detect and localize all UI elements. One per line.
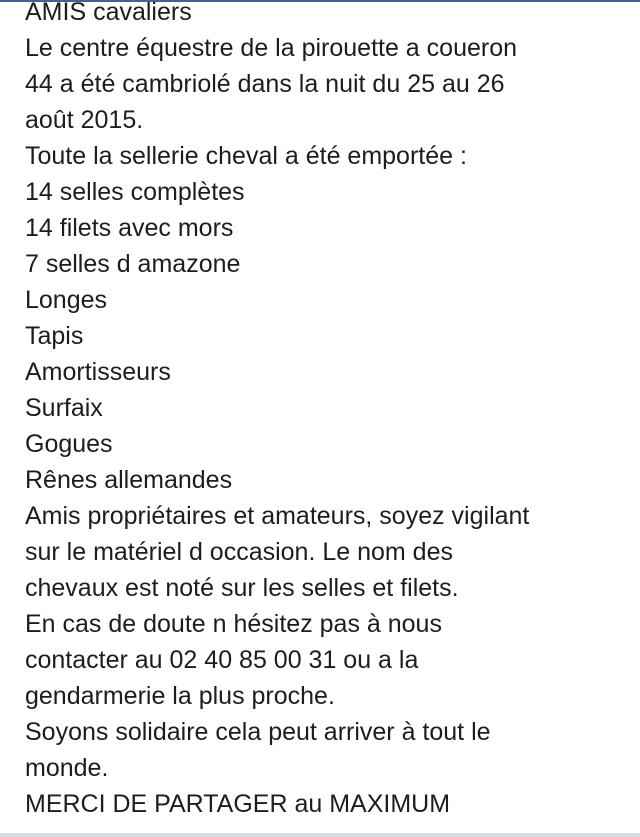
post-line: 7 selles d amazone — [25, 250, 241, 278]
post-line: MERCI DE PARTAGER au MAXIMUM — [25, 790, 451, 818]
post-line: En cas de doute n hésitez pas à nous — [25, 610, 442, 638]
post-line: Amortisseurs — [25, 358, 171, 386]
post-line: Toute la sellerie cheval a été emportée : — [25, 142, 467, 170]
post-line: Longes — [25, 286, 108, 314]
post-line: chevaux est noté sur les selles et filets. — [25, 574, 459, 602]
post-line: 14 filets avec mors — [25, 214, 234, 242]
bottom-border — [0, 833, 640, 837]
post-line: monde. — [25, 754, 109, 782]
post-line: Soyons solidaire cela peut arriver à tout le — [25, 718, 491, 746]
post-line: Tapis — [25, 322, 84, 350]
post-line: 14 selles complètes — [25, 178, 245, 206]
post-line: sur le matériel d occasion. Le nom des — [25, 538, 453, 566]
post-text — [25, 0, 630, 822]
post-line: Gogues — [25, 430, 113, 458]
post-line: AMIS cavaliers — [25, 0, 192, 26]
post-line: contacter au 02 40 85 00 31 ou a la — [25, 646, 419, 674]
post-line: août 2015. — [25, 106, 144, 134]
post-line: gendarmerie la plus proche. — [25, 682, 335, 710]
post-line: Amis propriétaires et amateurs, soyez vigilant — [25, 502, 530, 530]
post-line: Rênes allemandes — [25, 466, 233, 494]
post-line: Le centre équestre de la pirouette a coueron — [25, 34, 518, 62]
post-line: 44 a été cambriolé dans la nuit du 25 au 26 — [25, 70, 505, 98]
post-line: Surfaix — [25, 394, 103, 422]
